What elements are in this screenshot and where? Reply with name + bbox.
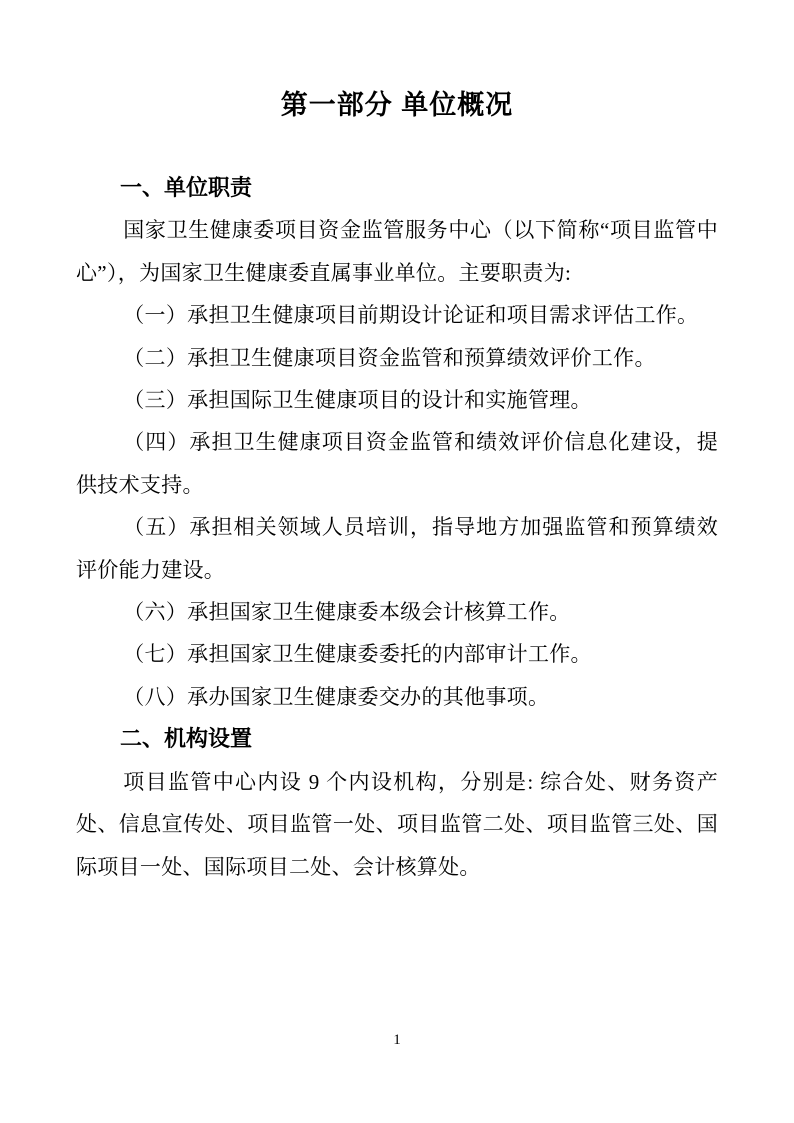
paragraph-duty-7: （七）承担国家卫生健康委委托的内部审计工作。 (123, 642, 592, 667)
paragraph-duty-6: （六）承担国家卫生健康委本级会计核算工作。 (123, 600, 571, 625)
paragraph-duty-5: （五）承担相关领域人员培训，指导地方加强监管和预算绩效评价能力建设。 (76, 515, 718, 582)
paragraph-duty-4: （四）承担卫生健康项目资金监管和绩效评价信息化建设，提供技术支持。 (76, 430, 718, 497)
paragraph-duty-3: （三）承担国际卫生健康项目的设计和实施管理。 (123, 388, 592, 413)
paragraph-duty-8: （八）承办国家卫生健康委交办的其他事项。 (123, 684, 550, 709)
page-number: 1 (393, 1032, 401, 1048)
document-body (76, 167, 718, 888)
section-heading-org-structure: 二、机构设置 (120, 726, 253, 752)
section-heading-unit-duties: 一、单位职责 (120, 175, 253, 200)
paragraph-duty-1: （一）承担卫生健康项目前期设计论证和项目需求评估工作。 (123, 303, 699, 328)
paragraph-intro: 国家卫生健康委项目资金监管服务中心（以下简称“项目监管中心”），为国家卫生健康委直属事业单位。主要职责为: (76, 218, 718, 285)
paragraph-org-structure: 项目监管中心内设 9 个内设机构，分别是: 综合处、财务资产处、信息宣传处、项目监管一处、项目监管二处、项目监管三处、国际项目一处、国际项目二处、会计核算处。 (76, 769, 718, 879)
page-title: 第一部分 单位概况 (280, 90, 514, 120)
paragraph-duty-2: （二）承担卫生健康项目资金监管和预算绩效评价工作。 (123, 345, 656, 370)
